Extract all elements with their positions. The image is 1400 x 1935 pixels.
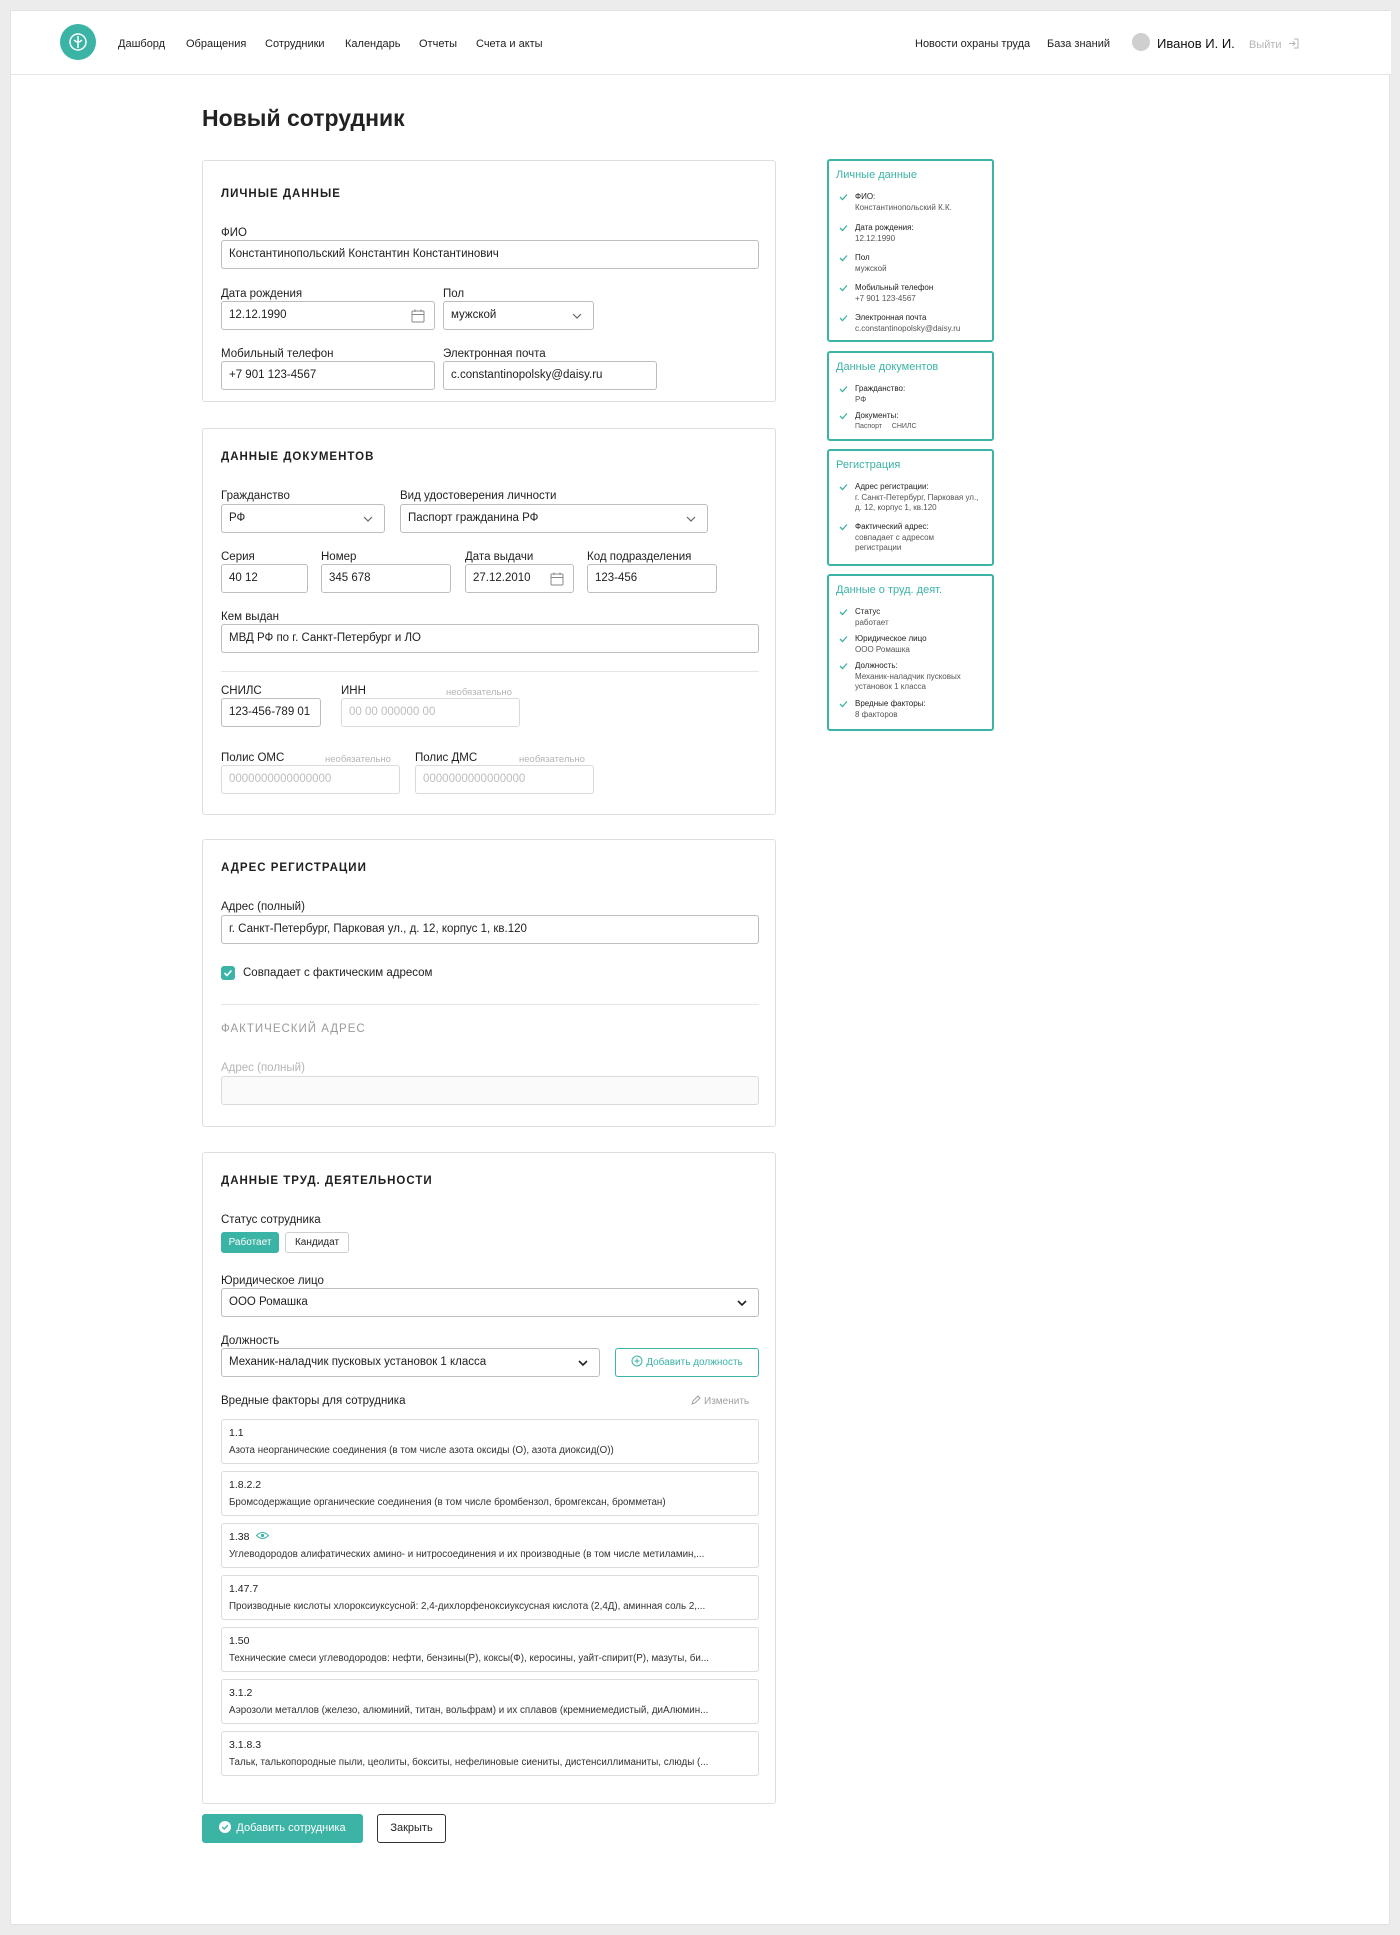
factor-item	[221, 1575, 759, 1620]
user-name[interactable]: Иванов И. И.	[1157, 36, 1235, 51]
summary-work-title: Данные о труд. деят.	[836, 584, 943, 596]
email-label: Электронная почта	[443, 348, 546, 360]
personal-data-title: ЛИЧНЫЕ ДАННЫЕ	[221, 188, 341, 200]
summary-key: Дата рождения:	[855, 223, 914, 232]
citizenship-select[interactable]	[221, 504, 385, 533]
check-icon	[839, 523, 848, 531]
email-input[interactable]: c.constantinopolsky@daisy.ru	[443, 361, 657, 390]
inn-label: ИНН	[341, 685, 366, 697]
chevron-down-icon	[575, 1355, 591, 1371]
issued-by-input[interactable]: МВД РФ по г. Санкт-Петербург и ЛО	[221, 624, 759, 653]
factor-code: 1.47.7	[229, 1583, 259, 1595]
summary-key: ФИО:	[855, 192, 876, 201]
actual-address-label: Адрес (полный)	[221, 1062, 305, 1074]
check-icon	[839, 700, 848, 708]
summary-value: c.constantinopolsky@daisy.ru	[855, 324, 961, 333]
factor-code: 3.1.2	[229, 1687, 253, 1699]
nav-safety-news[interactable]: Новости охраны труда	[915, 38, 1031, 50]
dms-optional: необязательно	[519, 754, 585, 765]
oms-input[interactable]: 0000000000000000	[221, 765, 400, 794]
nav-dashboard[interactable]: Дашборд	[118, 38, 166, 50]
work-data-card	[202, 1152, 776, 1804]
logout-label: Выйти	[1249, 39, 1282, 51]
add-employee-button[interactable]	[202, 1814, 363, 1843]
factor-code: 1.50	[229, 1635, 250, 1647]
summary-value: 12.12.1990	[855, 234, 896, 243]
number-input[interactable]: 345 678	[321, 564, 451, 593]
issued-by-label: Кем выдан	[221, 611, 280, 623]
id-type-select[interactable]	[400, 504, 708, 533]
phone-input[interactable]: +7 901 123-4567	[221, 361, 435, 390]
summary-key: Статус	[855, 607, 881, 616]
series-label: Серия	[221, 551, 255, 563]
same-address-label[interactable]: Совпадает с фактическим адресом	[243, 967, 433, 979]
registration-address-title: АДРЕС РЕГИСТРАЦИИ	[221, 862, 367, 874]
section-divider	[221, 1004, 759, 1005]
factor-code: 1.8.2.2	[229, 1479, 262, 1491]
avatar[interactable]	[1132, 33, 1150, 51]
summary-key: Юридическое лицо	[855, 634, 927, 643]
dept-code-label: Код подразделения	[587, 551, 692, 563]
nav-calendar[interactable]: Календарь	[345, 38, 401, 50]
section-divider	[221, 671, 759, 672]
status-candidate-button[interactable]: Кандидат	[285, 1232, 349, 1253]
summary-value: ООО Ромашка	[855, 645, 910, 654]
page-title: Новый сотрудник	[202, 105, 405, 131]
registration-address-card	[202, 839, 776, 1127]
oms-label: Полис ОМС	[221, 752, 285, 764]
checkmark-icon	[221, 966, 235, 980]
gender-value: мужской	[451, 309, 497, 321]
summary-personal-card	[827, 159, 994, 342]
summary-value: Паспорт СНИЛС	[855, 423, 917, 430]
gender-select[interactable]	[443, 301, 594, 330]
logout-icon	[1288, 38, 1299, 49]
check-icon	[839, 224, 848, 232]
summary-key: Вредные факторы:	[855, 699, 926, 708]
eye-icon[interactable]	[256, 1531, 269, 1540]
check-icon	[839, 608, 848, 616]
oms-optional: необязательно	[325, 754, 391, 765]
issue-date-label: Дата выдачи	[465, 551, 534, 563]
summary-key: Адрес регистрации:	[855, 482, 929, 491]
status-working-button[interactable]: Работает	[221, 1232, 279, 1253]
dms-label: Полис ДМС	[415, 752, 478, 764]
summary-value: 8 факторов	[855, 710, 898, 719]
summary-key: Должность:	[855, 661, 898, 670]
add-position-button[interactable]	[615, 1348, 759, 1377]
dms-input[interactable]: 0000000000000000	[415, 765, 594, 794]
summary-value: мужской	[855, 264, 887, 273]
summary-registration-title: Регистрация	[836, 459, 901, 471]
check-circle-icon	[219, 1821, 231, 1833]
factor-item	[221, 1471, 759, 1516]
logout-link[interactable]	[1249, 38, 1299, 51]
series-input[interactable]: 40 12	[221, 564, 308, 593]
pencil-icon	[691, 1395, 701, 1405]
factor-item	[221, 1523, 759, 1568]
plus-circle-icon	[631, 1355, 643, 1367]
nav-invoices[interactable]: Счета и акты	[476, 38, 543, 50]
factor-item	[221, 1731, 759, 1776]
summary-key: Мобильный телефон	[855, 283, 934, 292]
chevron-down-icon	[683, 511, 699, 527]
inn-input[interactable]: 00 00 000000 00	[341, 698, 520, 727]
factor-code-text: 1.38	[229, 1531, 250, 1543]
fio-input[interactable]: Константинопольский Константин Константинович	[221, 240, 759, 269]
inn-optional: необязательно	[446, 687, 512, 698]
summary-key: Документы:	[855, 411, 899, 420]
summary-value: Механик-наладчик пусковых установок 1 класса	[855, 672, 961, 691]
fio-label: ФИО	[221, 227, 247, 239]
work-data-title: ДАННЫЕ ТРУД. ДЕЯТЕЛЬНОСТИ	[221, 1175, 433, 1187]
documents-card	[202, 428, 776, 815]
legal-entity-value: ООО Ромашка	[229, 1296, 308, 1308]
summary-work-card	[827, 574, 994, 731]
summary-key: Гражданство:	[855, 384, 906, 393]
check-icon	[839, 662, 848, 670]
factor-description: Азота неорганические соединения (в том числе азота оксиды (О), азота диоксид(О))	[229, 1445, 614, 1456]
documents-title: ДАННЫЕ ДОКУМЕНТОВ	[221, 451, 375, 463]
summary-registration-card	[827, 449, 994, 566]
summary-key: Электронная почта	[855, 313, 927, 322]
check-icon	[839, 412, 848, 420]
edit-factors-link[interactable]	[691, 1395, 749, 1407]
harmful-factors-label: Вредные факторы для сотрудника	[221, 1395, 406, 1407]
summary-documents-title: Данные документов	[836, 361, 939, 373]
factor-description: Аэрозоли металлов (железо, алюминий, титан, вольфрам) и их сплавов (кремниемедистый, диАлюмин...	[229, 1705, 709, 1716]
personal-data-card	[202, 160, 776, 402]
citizenship-value: РФ	[229, 512, 246, 524]
factor-description: Бромсодержащие органические соединения (в том числе бромбензол, бромгексан, бромметан)	[229, 1497, 666, 1508]
actual-address-title: ФАКТИЧЕСКИЙ АДРЕС	[221, 1023, 366, 1035]
factor-description: Производные кислоты хлороксиуксусной: 2,4-дихлорфеноксиуксусная кислота (2,4Д), аминная соль 2,...	[229, 1601, 706, 1612]
same-address-checkbox[interactable]	[221, 966, 235, 980]
check-icon	[839, 254, 848, 262]
legal-entity-select[interactable]	[221, 1288, 759, 1317]
factor-description: Углеводородов алифатических амино- и нитросоединения и их производные (в том числе метиламин,...	[229, 1549, 705, 1560]
check-icon	[839, 635, 848, 643]
factor-code: 1.1	[229, 1427, 244, 1439]
position-value: Механик-наладчик пусковых установок 1 класса	[229, 1356, 487, 1368]
factor-code	[229, 1531, 269, 1543]
factor-item	[221, 1627, 759, 1672]
issue-date-value: 27.12.2010	[473, 572, 531, 584]
issue-date-input[interactable]	[465, 564, 574, 593]
factor-item	[221, 1679, 759, 1724]
factor-description: Тальк, талькопородные пыли, цеолиты, бокситы, нефелиновые сиениты, дистенсиллиманиты, слюды (...	[229, 1757, 709, 1768]
legal-entity-label: Юридическое лицо	[221, 1275, 324, 1287]
id-type-value: Паспорт гражданина РФ	[408, 512, 539, 524]
birth-date-input[interactable]	[221, 301, 435, 330]
summary-documents-card	[827, 351, 994, 441]
summary-value: г. Санкт-Петербург, Парковая ул., д. 12, корпус 1, кв.120	[855, 493, 979, 512]
snils-input[interactable]: 123-456-789 01	[221, 698, 321, 727]
actual-address-input	[221, 1076, 759, 1105]
id-type-label: Вид удостоверения личности	[400, 490, 557, 502]
top-navigation	[11, 11, 1391, 75]
summary-value: Константинопольский К.К.	[855, 203, 952, 212]
chevron-down-icon	[360, 511, 376, 527]
summary-value: совпадает с адресом регистрации	[855, 533, 935, 552]
position-select[interactable]	[221, 1348, 600, 1377]
edit-label: Изменить	[704, 1396, 750, 1407]
birth-date-value: 12.12.1990	[229, 309, 287, 321]
citizenship-label: Гражданство	[221, 490, 290, 502]
nav-employees[interactable]: Сотрудники	[265, 38, 325, 50]
number-label: Номер	[321, 551, 357, 563]
position-label: Должность	[221, 1335, 280, 1347]
summary-value: +7 901 123-4567	[855, 294, 916, 303]
chevron-down-icon	[734, 1295, 750, 1311]
nav-requests[interactable]: Обращения	[186, 38, 247, 50]
check-icon	[839, 314, 848, 322]
summary-key: Фактический адрес:	[855, 522, 929, 531]
check-icon	[839, 385, 848, 393]
add-employee-label: Добавить сотрудника	[236, 1822, 346, 1834]
check-icon	[839, 193, 848, 201]
factor-item	[221, 1419, 759, 1464]
phone-label: Мобильный телефон	[221, 348, 334, 360]
check-icon	[839, 284, 848, 292]
check-icon	[839, 483, 848, 491]
address-label: Адрес (полный)	[221, 901, 305, 913]
chevron-down-icon	[569, 308, 585, 324]
snils-label: СНИЛС	[221, 685, 262, 697]
summary-value: работает	[855, 618, 889, 627]
address-input[interactable]: г. Санкт-Петербург, Парковая ул., д. 12, корпус 1, кв.120	[221, 915, 759, 944]
dept-code-input[interactable]: 123-456	[587, 564, 717, 593]
summary-personal-title: Личные данные	[836, 169, 917, 181]
calendar-icon[interactable]	[410, 308, 426, 324]
nav-reports[interactable]: Отчеты	[419, 38, 458, 50]
add-position-label: Добавить должность	[646, 1357, 743, 1368]
gender-label: Пол	[443, 288, 465, 300]
summary-value: РФ	[855, 395, 867, 404]
app-window	[10, 10, 1390, 1925]
summary-key: Пол	[855, 253, 870, 262]
nav-knowledge-base[interactable]: База знаний	[1047, 38, 1111, 50]
calendar-icon[interactable]	[549, 571, 565, 587]
logo-icon[interactable]	[60, 24, 96, 60]
factor-code: 3.1.8.3	[229, 1739, 262, 1751]
factor-description: Технические смеси углеводородов: нефти, бензины(Р), коксы(Ф), керосины, уайт-спирит(Р), мазуты, би...	[229, 1653, 710, 1664]
birth-date-label: Дата рождения	[221, 288, 303, 300]
status-label: Статус сотрудника	[221, 1214, 321, 1226]
close-button[interactable]: Закрыть	[377, 1814, 446, 1843]
